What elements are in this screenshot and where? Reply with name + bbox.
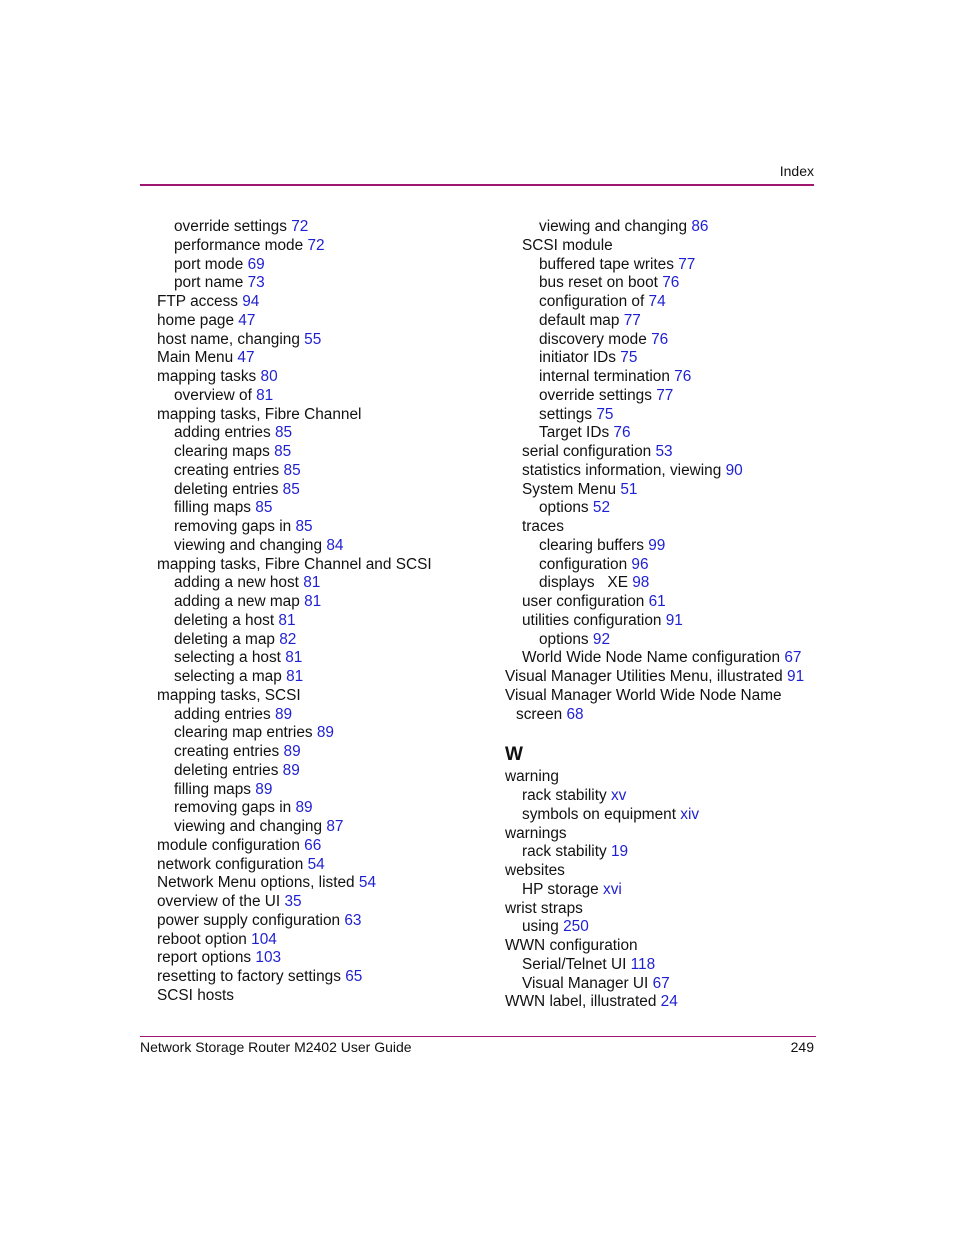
index-term: filling maps [174, 499, 251, 517]
index-entry [505, 312, 825, 331]
index-term: serial configuration [522, 443, 652, 460]
index-entry [505, 918, 825, 937]
index-entry [157, 443, 497, 462]
page-link[interactable]: 54 [358, 874, 377, 892]
index-entry [505, 649, 825, 668]
index-entry [505, 574, 825, 593]
page-link[interactable]: 53 [655, 443, 673, 460]
index-entry [505, 825, 825, 844]
index-entry [505, 556, 825, 575]
index-term: configuration of [539, 293, 645, 310]
page-link[interactable]: 51 [620, 480, 638, 498]
index-term: clearing buffers [539, 536, 644, 554]
index-term: warning [505, 768, 559, 786]
index-term: FTP access [157, 293, 238, 310]
index-entry [157, 331, 497, 350]
page-link[interactable]: 85 [283, 461, 301, 479]
index-entry [157, 462, 497, 481]
index-entry [157, 556, 497, 575]
page-link[interactable]: 81 [304, 593, 322, 610]
page-link[interactable]: 77 [656, 386, 674, 404]
index-term: user configuration [522, 593, 645, 610]
index-entry [505, 518, 825, 537]
page-link[interactable]: 19 [610, 843, 629, 861]
index-term: filling maps [174, 780, 251, 798]
index-term: selecting a map [174, 668, 282, 685]
index-entry [157, 893, 497, 912]
page-link[interactable]: 250 [563, 918, 589, 936]
index-term: WWN configuration [505, 937, 638, 954]
index-entry [505, 593, 825, 612]
index-entry [505, 612, 825, 631]
page-link[interactable]: 77 [623, 311, 641, 329]
index-entry [157, 593, 497, 612]
index-entry [157, 406, 497, 425]
page-link[interactable]: 85 [274, 424, 293, 442]
index-term: module configuration [157, 836, 300, 854]
index-entry [505, 331, 825, 350]
index-term: network configuration [157, 855, 304, 873]
index-term: using [522, 918, 559, 936]
index-term: configuration [539, 555, 628, 573]
index-term: warnings [505, 824, 567, 842]
index-entry [505, 218, 825, 237]
page-number: 249 [790, 1039, 814, 1055]
index-term: removing gaps in [174, 799, 292, 817]
page-link[interactable]: 73 [247, 274, 265, 292]
index-term: initiator IDs [539, 349, 616, 367]
page-link[interactable]: 89 [283, 743, 301, 760]
index-term: internal termination [539, 368, 670, 385]
index-term: System Menu [522, 480, 617, 498]
footer-title: Network Storage Router M2402 User Guide [140, 1039, 412, 1055]
page-link[interactable]: 24 [660, 993, 678, 1011]
page-link[interactable]: 89 [282, 761, 300, 779]
index-entry [157, 274, 497, 293]
index-term: utilities configuration [522, 611, 662, 629]
index-term: override settings [539, 386, 652, 404]
index-term: options [539, 630, 589, 648]
page-link[interactable]: 75 [596, 405, 614, 423]
index-column-right [505, 218, 825, 1012]
page-link[interactable]: 96 [631, 555, 649, 573]
index-entry [157, 687, 497, 706]
index-entry [505, 668, 825, 687]
page-link[interactable]: 91 [787, 668, 805, 685]
page-link[interactable]: 87 [326, 818, 344, 835]
page-link[interactable]: xiv [680, 805, 700, 823]
index-term: World Wide Node Name configuration [522, 649, 781, 667]
index-term: clearing map entries [174, 724, 313, 742]
page-link[interactable]: 103 [255, 949, 282, 967]
index-term: port name [174, 274, 244, 292]
page-link[interactable]: 82 [279, 630, 297, 648]
page-link[interactable]: 52 [592, 499, 611, 517]
index-entry [505, 462, 825, 481]
index-term: selecting a host [174, 649, 281, 667]
index-term: power supply configuration [157, 911, 341, 929]
page-link[interactable]: 85 [274, 443, 292, 460]
footer-rule [140, 1036, 816, 1037]
index-entry [505, 481, 825, 500]
page-link[interactable]: 47 [237, 349, 255, 367]
index-entry [505, 443, 825, 462]
index-term: mapping tasks, SCSI [157, 686, 301, 704]
index-entry [157, 743, 497, 762]
index-term: adding entries [174, 424, 271, 442]
index-entry [157, 874, 497, 893]
index-term: port mode [174, 255, 244, 273]
index-term: bus reset on boot [539, 274, 658, 292]
index-term: Target IDs [539, 424, 610, 442]
index-entry [157, 837, 497, 856]
page-link[interactable]: 75 [620, 349, 638, 367]
page-link[interactable]: 47 [238, 311, 256, 329]
index-term: home page [157, 311, 235, 329]
page-link[interactable]: 76 [613, 424, 631, 442]
index-entry [157, 949, 497, 968]
index-term: traces [522, 518, 564, 535]
page-link[interactable]: 89 [316, 724, 334, 742]
index-entry [505, 687, 825, 706]
page-link[interactable]: xvi [603, 880, 622, 898]
page-link[interactable]: 54 [307, 855, 325, 873]
index-term: rack stability [522, 843, 607, 861]
page-link[interactable]: 98 [632, 574, 650, 592]
index-entry [505, 368, 825, 387]
index-term: WWN label, illustrated [505, 993, 657, 1011]
index-entry [157, 218, 497, 237]
index-term: Visual Manager World Wide Node Name [505, 686, 782, 704]
index-term: options [539, 499, 589, 517]
index-entry [505, 406, 825, 425]
index-entry [157, 724, 497, 743]
index-term: screen [516, 705, 563, 723]
index-term: viewing and changing [539, 218, 688, 235]
index-term: viewing and changing [174, 818, 323, 835]
index-entry [157, 931, 497, 950]
page-link[interactable]: 84 [326, 536, 344, 554]
page-link[interactable]: 81 [278, 611, 296, 629]
index-term: buffered tape writes [539, 255, 674, 273]
index-entry [157, 424, 497, 443]
page-link[interactable]: 61 [648, 593, 666, 610]
index-term: override settings [174, 218, 287, 235]
index-term: rack stability [522, 787, 607, 804]
index-entry [157, 518, 497, 537]
page-link[interactable]: 72 [291, 218, 309, 235]
index-entry [157, 237, 497, 256]
index-entry [505, 274, 825, 293]
index-term: mapping tasks, Fibre Channel and SCSI [157, 555, 432, 573]
page-link[interactable]: 118 [630, 955, 656, 973]
page-link[interactable]: 65 [345, 968, 363, 985]
index-entry [505, 499, 825, 518]
index-entry [157, 781, 497, 800]
index-entry [157, 499, 497, 518]
index-entry [505, 843, 825, 862]
index-entry [505, 787, 825, 806]
page-link[interactable]: 89 [274, 705, 293, 723]
page-link[interactable]: 76 [651, 330, 669, 348]
index-entry [505, 806, 825, 825]
page-link[interactable]: 80 [260, 368, 278, 385]
index-entry [505, 293, 825, 312]
page-link[interactable]: 85 [282, 480, 300, 498]
index-entry [157, 256, 497, 275]
index-term: deleting a host [174, 611, 275, 629]
index-term: mapping tasks, Fibre Channel [157, 405, 362, 423]
index-term: symbols on equipment [522, 805, 676, 823]
index-entry [157, 762, 497, 781]
index-term: Network Menu options, listed [157, 874, 355, 892]
page-link[interactable]: 81 [285, 649, 303, 667]
index-term: HP storage [522, 880, 599, 898]
index-term: adding a new host [174, 574, 299, 592]
index-entry [157, 481, 497, 500]
page-link[interactable]: 55 [304, 330, 322, 348]
index-entry [157, 612, 497, 631]
index-term: discovery mode [539, 330, 647, 348]
index-entry [157, 574, 497, 593]
index-term: websites [505, 862, 565, 879]
index-entry [157, 349, 497, 368]
index-letter-heading: W [505, 744, 523, 766]
page-link[interactable]: 67 [652, 974, 670, 992]
header-rule [140, 184, 814, 186]
index-term: creating entries [174, 461, 280, 479]
page-link[interactable]: 85 [295, 518, 313, 535]
page-link[interactable]: 99 [648, 536, 666, 554]
index-term: performance mode [174, 236, 304, 254]
index-entry [505, 706, 825, 725]
index-term: resetting to factory settings [157, 968, 341, 985]
index-entry [505, 537, 825, 556]
page-link[interactable]: 72 [307, 236, 325, 254]
index-entry [157, 799, 497, 818]
index-term: SCSI module [522, 236, 613, 254]
index-term: mapping tasks [157, 368, 257, 385]
index-term: settings [539, 405, 593, 423]
index-term: deleting entries [174, 761, 279, 779]
index-term: Visual Manager Utilities Menu, illustrated [505, 668, 783, 685]
index-entry [157, 293, 497, 312]
index-entry [505, 631, 825, 650]
index-entry [157, 968, 497, 987]
page-link[interactable]: 68 [566, 705, 584, 723]
page-link[interactable]: 89 [255, 780, 273, 798]
index-entry [157, 706, 497, 725]
page-link[interactable]: 76 [674, 368, 692, 385]
index-entry [505, 975, 825, 994]
index-term: creating entries [174, 743, 280, 760]
page-link[interactable]: 89 [295, 799, 313, 817]
index-entry [505, 993, 825, 1012]
index-term: statistics information, viewing [522, 461, 722, 479]
page-link[interactable]: 74 [648, 293, 666, 310]
index-term: clearing maps [174, 443, 270, 460]
index-term: deleting a map [174, 630, 275, 648]
index-entry [505, 956, 825, 975]
index-term: overview of [174, 386, 252, 404]
index-term: deleting entries [174, 480, 279, 498]
index-entry [505, 424, 825, 443]
index-term: SCSI hosts [157, 986, 234, 1004]
page-link[interactable]: 76 [662, 274, 680, 292]
index-entry [157, 987, 497, 1006]
page-link[interactable]: 90 [725, 461, 743, 479]
index-term: adding a new map [174, 593, 300, 610]
index-term: Visual Manager UI [522, 974, 649, 992]
page-link[interactable]: 86 [691, 218, 709, 235]
page-link[interactable]: 69 [247, 255, 265, 273]
page-link[interactable]: 63 [344, 911, 362, 929]
page-link[interactable]: 81 [256, 386, 274, 404]
index-term: reboot option [157, 930, 247, 948]
page-link[interactable]: 35 [284, 893, 302, 910]
index-entry [505, 937, 825, 956]
index-term: report options [157, 949, 252, 967]
index-term: adding entries [174, 705, 271, 723]
page-link[interactable]: 66 [304, 836, 322, 854]
page-link[interactable]: 67 [784, 649, 802, 667]
page-link[interactable]: 91 [665, 611, 683, 629]
running-header: Index [779, 163, 814, 179]
index-term: overview of the UI [157, 893, 281, 910]
index-entry [505, 768, 825, 787]
section-gap [505, 724, 825, 738]
index-entry [157, 912, 497, 931]
index-term: displays XE [539, 574, 628, 592]
index-column-left [157, 218, 497, 1006]
index-entry [157, 668, 497, 687]
index-entry [157, 537, 497, 556]
page-link[interactable]: 77 [678, 255, 696, 273]
index-entry [157, 387, 497, 406]
page-link[interactable]: xv [610, 787, 627, 804]
index-term: default map [539, 311, 620, 329]
index-entry [505, 387, 825, 406]
page-link[interactable]: 81 [286, 668, 304, 685]
index-entry [157, 818, 497, 837]
page-link[interactable]: 94 [242, 293, 260, 310]
index-term: host name, changing [157, 330, 300, 348]
index-term: removing gaps in [174, 518, 292, 535]
index-term: Serial/Telnet UI [522, 955, 627, 973]
index-entry [505, 237, 825, 256]
index-entry [157, 312, 497, 331]
index-entry [157, 631, 497, 650]
page-link[interactable]: 92 [592, 630, 611, 648]
index-entry [505, 256, 825, 275]
index-entry [157, 649, 497, 668]
page-link[interactable]: 81 [303, 574, 321, 592]
index-entry [505, 881, 825, 900]
index-term: viewing and changing [174, 536, 323, 554]
index-entry [505, 349, 825, 368]
page-link[interactable]: 85 [255, 499, 273, 517]
index-term: wrist straps [505, 899, 583, 917]
page-link[interactable]: 104 [251, 930, 277, 948]
index-term: Main Menu [157, 349, 234, 367]
index-entry [505, 900, 825, 919]
index-entry [157, 368, 497, 387]
index-entry [157, 856, 497, 875]
index-entry [505, 862, 825, 881]
